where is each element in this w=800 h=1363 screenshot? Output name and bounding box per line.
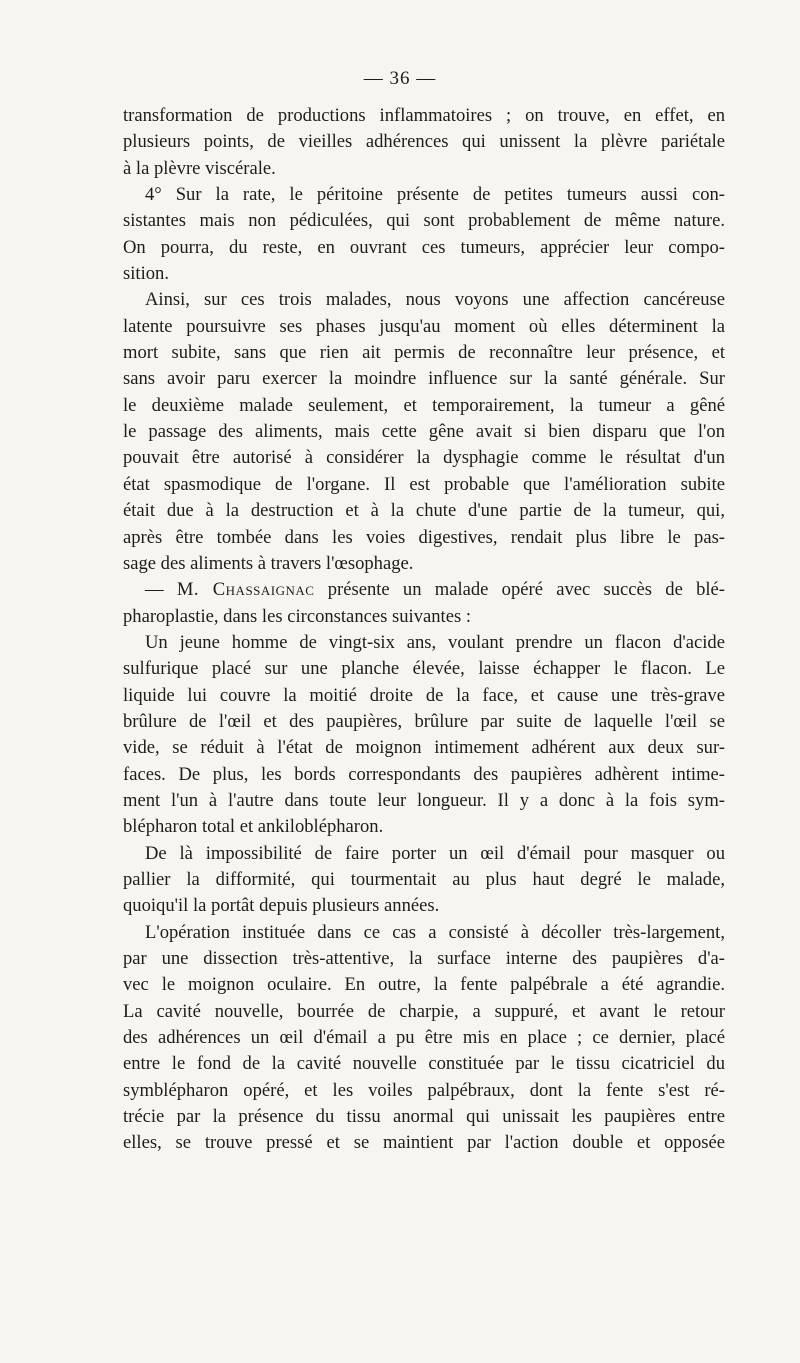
text-line: Ainsi, sur ces trois malades, nous voyons une affection cancéreuse [145, 289, 725, 311]
text-line: sulfurique placé sur une planche élevée, laisse échapper le flacon. Le [123, 658, 725, 680]
page-number: — 36 — [363, 68, 437, 89]
text-line: sistantes mais non pédiculées, qui sont probablement de même nature. [123, 210, 725, 232]
text-line [123, 577, 725, 603]
text-line: sition. [123, 263, 169, 285]
text-line: des adhérences un œil d'émail a pu être mis en place ; ce dernier, placé [123, 1027, 725, 1049]
text-line: sans avoir paru exercer la moindre influence sur la santé générale. Sur [123, 368, 725, 390]
text-line: le passage des aliments, mais cette gêne avait si bien disparu que l'on [123, 421, 725, 443]
text-line: L'opération instituée dans ce cas a consisté à décoller très-largement, [145, 921, 725, 943]
body-text [123, 103, 725, 1157]
text-line: par une dissection très-attentive, la surface interne des paupières d'a- [123, 948, 725, 969]
text-line: Un jeune homme de vingt-six ans, voulant prendre un flacon d'acide [145, 631, 725, 653]
text-line: le deuxième malade seulement, et temporairement, la tumeur a gêné [123, 394, 725, 416]
text-line: trécie par la présence du tissu anormal qui unissait les paupières entre [123, 1106, 725, 1128]
text-line: On pourra, du reste, en ouvrant ces tumeurs, apprécier leur compo- [123, 236, 725, 258]
line-text: présente un malade opéré avec succès de blé- [314, 579, 725, 601]
text-line: pouvait être autorisé à considérer la dysphagie comme le résultat d'un [123, 447, 725, 469]
text-line: mort subite, sans que rien ait permis de reconnaître leur présence, et [123, 342, 725, 364]
text-line: vec le moignon oculaire. En outre, la fente palpébrale a été agrandie. [123, 974, 725, 996]
text-line: pallier la difformité, qui tourmentait au plus haut degré le malade, [123, 868, 725, 890]
text-line: La cavité nouvelle, bourrée de charpie, a suppuré, et avant le retour [123, 1000, 725, 1022]
text-line: brûlure de l'œil et des paupières, brûlure par suite de laquelle l'œil se [123, 710, 725, 732]
text-line: transformation de productions inflammatoires ; on trouve, en effet, en [123, 105, 725, 126]
text-line: liquide lui couvre la moitié droite de la face, et cause une très-grave [123, 684, 725, 706]
text-line: latente poursuivre ses phases jusqu'au moment où elles déterminent la [123, 315, 725, 337]
text-line: ment l'un à l'autre dans toute leur longueur. Il y a donc à la fois sym- [123, 789, 725, 811]
text-line: elles, se trouve pressé et se maintient par l'action double et opposée [123, 1132, 725, 1154]
text-line: vide, se réduit à l'état de moignon intimement adhérent aux deux sur- [123, 737, 725, 759]
dash-prefix: — [145, 579, 177, 601]
text-line: était due à la destruction et à la chute d'une partie de la tumeur, qui, [123, 500, 725, 522]
text-line: symblépharon opéré, et les voiles palpébraux, dont la fente s'est ré- [123, 1079, 725, 1101]
text-line: après être tombée dans les voies digestives, rendait plus libre le pas- [123, 526, 725, 548]
text-line: De là impossibilité de faire porter un œil d'émail pour masquer ou [145, 842, 725, 864]
text-line: pharoplastie, dans les circonstances suivantes : [123, 605, 472, 627]
text-line: plusieurs points, de vieilles adhérences qui unissent la plèvre pariétale [123, 131, 725, 153]
text-line: faces. De plus, les bords correspondants des paupières adhèrent intime- [123, 763, 725, 785]
text-line: sage des aliments à travers l'œsophage. [123, 552, 414, 574]
text-line: blépharon total et ankiloblépharon. [123, 816, 384, 838]
text-line: 4° Sur la rate, le péritoine présente de petites tumeurs aussi con- [145, 184, 725, 206]
text-line: état spasmodique de l'organe. Il est probable que l'amélioration subite [123, 473, 725, 495]
speaker-name: M. Chassaignac [176, 579, 315, 601]
text-line: à la plèvre viscérale. [123, 157, 276, 179]
text-line: entre le fond de la cavité nouvelle constituée par le tissu cicatriciel du [123, 1053, 725, 1075]
text-line: quoiqu'il la portât depuis plusieurs années. [123, 895, 440, 917]
